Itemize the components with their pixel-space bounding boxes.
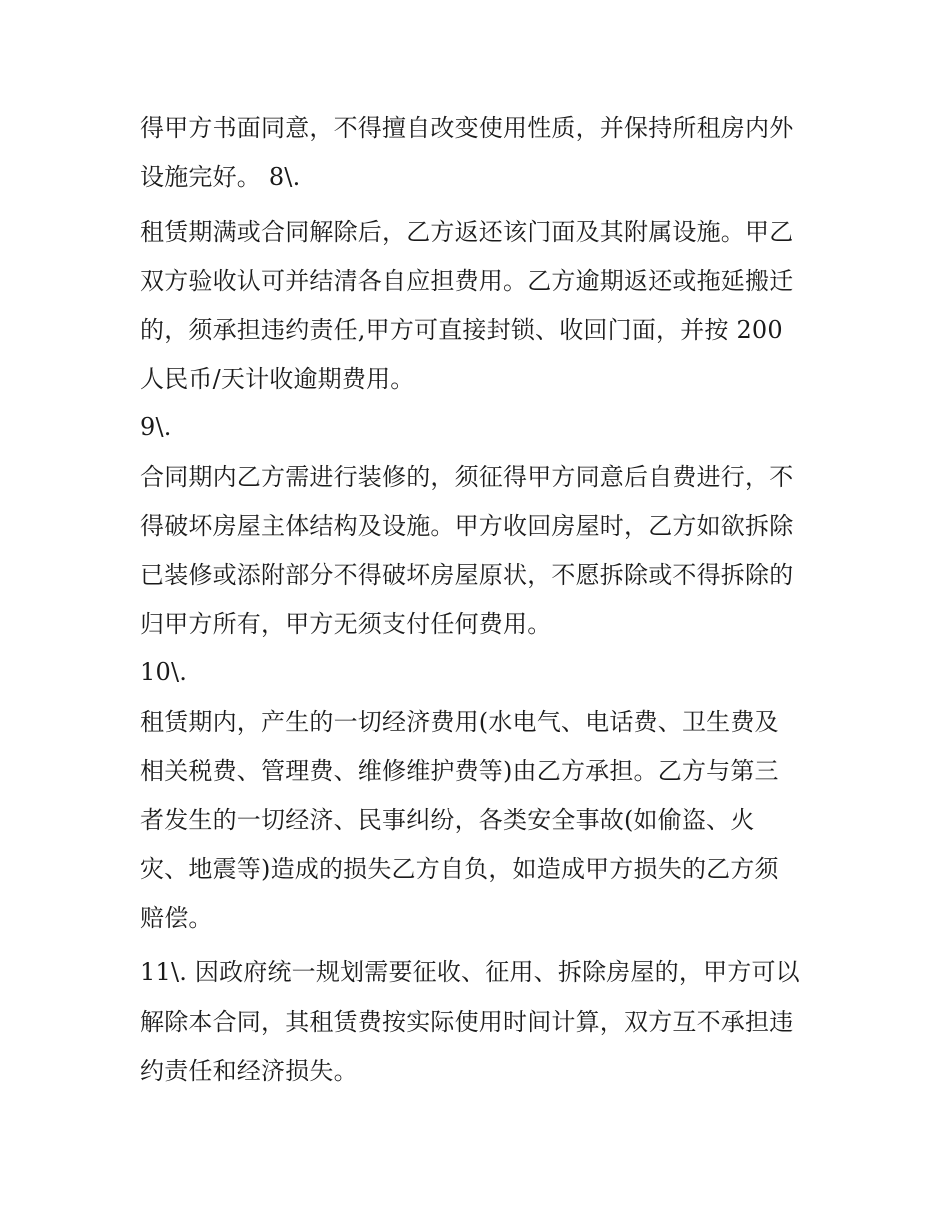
text-line: 得破坏房屋主体结构及设施。甲方收回房屋时，乙方如欲拆除 bbox=[140, 512, 794, 540]
text-line: 10\. bbox=[140, 658, 188, 686]
text-line: 的，须承担违约责任,甲方可直接封锁、收回门面，并按 200 bbox=[140, 316, 783, 344]
text-line: 双方验收认可并结清各自应担费用。乙方逾期返还或拖延搬迁 bbox=[140, 267, 794, 295]
text-line: 约责任和经济损失。 bbox=[140, 1057, 358, 1085]
text-line: 灾、地震等)造成的损失乙方自负，如造成甲方损失的乙方须 bbox=[140, 855, 779, 883]
text-line: 租赁期内，产生的一切经济费用(水电气、电话费、卫生费及 bbox=[140, 708, 779, 736]
text-line: 者发生的一切经济、民事纠纷，各类安全事故(如偷盗、火 bbox=[140, 806, 755, 834]
text-line: 11\. 因政府统一规划需要征收、征用、拆除房屋的，甲方可以 bbox=[140, 958, 800, 986]
text-line: 相关税费、管理费、维修维护费等)由乙方承担。乙方与第三 bbox=[140, 757, 779, 785]
text-line: 9\. bbox=[140, 413, 172, 441]
text-line: 合同期内乙方需进行装修的，须征得甲方同意后自费进行，不 bbox=[140, 463, 794, 491]
text-line: 租赁期满或合同解除后，乙方返还该门面及其附属设施。甲乙 bbox=[140, 218, 794, 246]
text-line: 设施完好。 8\. bbox=[140, 163, 301, 191]
text-line: 解除本合同，其租赁费按实际使用时间计算，双方互不承担违 bbox=[140, 1008, 794, 1036]
text-line: 人民币/天计收逾期费用。 bbox=[140, 365, 415, 393]
text-line: 赔偿。 bbox=[140, 904, 213, 932]
text-line: 归甲方所有，甲方无须支付任何费用。 bbox=[140, 610, 552, 638]
text-line: 得甲方书面同意，不得擅自改变使用性质，并保持所租房内外 bbox=[140, 114, 794, 142]
text-line: 已装修或添附部分不得破坏房屋原状，不愿拆除或不得拆除的 bbox=[140, 561, 794, 589]
